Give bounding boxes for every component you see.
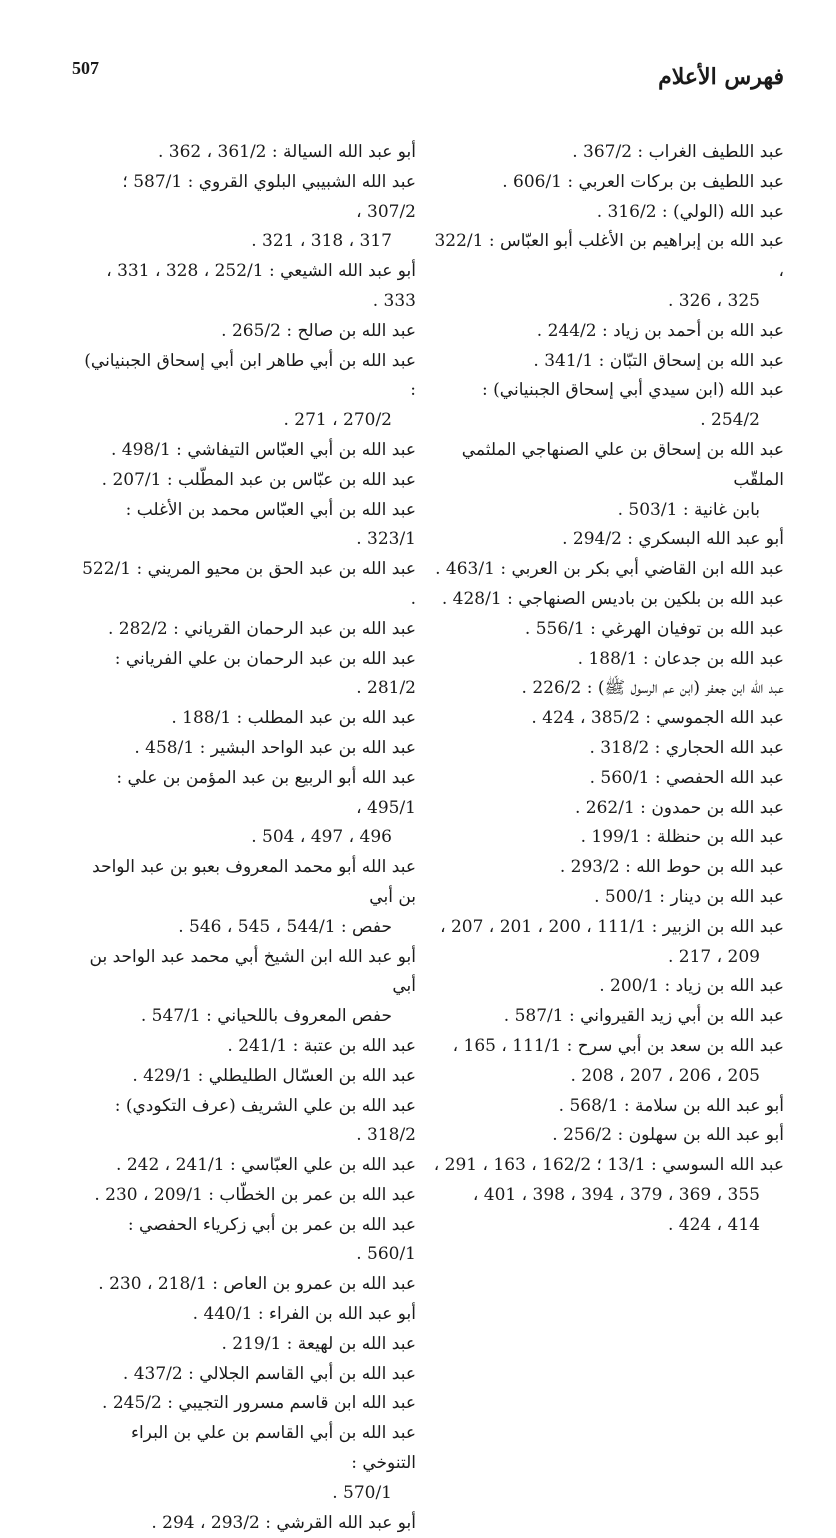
index-entry bbox=[424, 1121, 784, 1151]
index-entry-line: عبد الله بن توفيان الهرغي : 556/1 . bbox=[524, 618, 784, 639]
index-entry bbox=[424, 1151, 784, 1240]
index-entry bbox=[424, 1092, 784, 1122]
index-entry-line: عبد الله أبو الربيع بن عبد المؤمن بن علي : 495/1 ، bbox=[116, 767, 416, 818]
index-entry bbox=[424, 138, 784, 168]
index-entry bbox=[424, 883, 784, 913]
index-entry bbox=[76, 347, 416, 436]
index-entry-line: عبد الله بن عبد الواحد البشير : 458/1 . bbox=[134, 737, 416, 758]
index-entry bbox=[424, 347, 784, 377]
index-entry-line: عبد الله ابن قاسم مسرور التجيبي : 245/2 . bbox=[102, 1393, 416, 1414]
index-entry bbox=[424, 645, 784, 675]
index-entry bbox=[76, 1419, 416, 1508]
index-entry-line: أبو عبد الله السيالة : 361/2 ، 362 . bbox=[157, 142, 416, 162]
index-entry bbox=[424, 198, 784, 228]
index-entry-line: عبد الله بن عبد الحق بن محيو المريني : 522/1 . bbox=[82, 559, 416, 609]
index-entry bbox=[76, 555, 416, 615]
index-entry-continuation: حفص المعروف باللحياني : 547/1 . bbox=[140, 1006, 392, 1027]
index-entry-line: عبد الله ابن جعفر (ابن عم الرسول ﷺ) : 226/2 . bbox=[521, 678, 784, 699]
index-entry bbox=[424, 972, 784, 1002]
index-entry bbox=[424, 168, 784, 198]
index-entry-line: عبد الله بن علي العبّاسي : 241/1 ، 242 . bbox=[116, 1155, 416, 1176]
index-entry-line: عبد الله بن إسحاق بن علي الصنهاجي الملثمي الملقّب bbox=[461, 439, 784, 490]
index-entry bbox=[76, 1389, 416, 1419]
index-entry bbox=[424, 1032, 784, 1092]
index-entry-continuation: 205 ، 206 ، 207 ، 208 . bbox=[570, 1065, 760, 1086]
index-entry-continuation: 325 ، 326 . bbox=[667, 290, 760, 311]
index-entry-line: عبد الله بن دينار : 500/1 . bbox=[594, 886, 784, 907]
index-entry bbox=[76, 496, 416, 556]
index-entry-continuation: 496 ، 497 ، 504 . bbox=[251, 827, 392, 848]
index-entry bbox=[424, 615, 784, 645]
index-entry-line: عبد الله بن إبراهيم بن الأغلب أبو العبّاس : 322/1 ، bbox=[434, 231, 784, 282]
index-entry-line: أبو عبد الله ابن الشيخ أبي محمد عبد الواحد بن أبي bbox=[89, 946, 416, 997]
index-entry-line: عبد الله بن جدعان : 188/1 . bbox=[577, 648, 784, 669]
index-entry-continuation: 209 ، 217 . bbox=[667, 946, 760, 967]
index-column-left bbox=[76, 138, 416, 1538]
index-entry bbox=[424, 555, 784, 585]
index-entry bbox=[76, 1151, 416, 1181]
index-entry-line: عبد الله بن أبي القاسم بن علي بن البراء التنوخي : bbox=[130, 1423, 416, 1474]
index-entry bbox=[76, 615, 416, 645]
index-entry-line: عبد الله (الولي) : 316/2 . bbox=[596, 201, 784, 222]
index-entry-line: أبو عبد الله القرشي : 293/2 ، 294 . bbox=[151, 1512, 416, 1533]
index-entry-line: عبد اللطيف الغراب : 367/2 . bbox=[572, 142, 784, 162]
index-entry bbox=[76, 704, 416, 734]
index-entry-line: أبو عبد الله بن سهلون : 256/2 . bbox=[552, 1125, 784, 1146]
index-entry bbox=[76, 1330, 416, 1360]
index-entry-line: عبد الله السوسي : 13/1 ؛ 162/2 ، 163 ، 291 ، bbox=[433, 1155, 784, 1176]
index-entry-line: عبد الله الحجاري : 318/2 . bbox=[589, 737, 784, 758]
index-entry-line: عبد الله بن العسّال الطليطلي : 429/1 . bbox=[132, 1065, 416, 1086]
index-entry bbox=[424, 585, 784, 615]
index-entry-continuation: 355 ، 369 ، 379 ، 394 ، 398 ، 401 ، bbox=[472, 1184, 760, 1205]
index-entry bbox=[424, 823, 784, 853]
index-entry bbox=[76, 1300, 416, 1330]
index-entry bbox=[76, 1032, 416, 1062]
index-entry bbox=[76, 734, 416, 764]
index-entry bbox=[76, 1211, 416, 1271]
index-entry-line: أبو عبد الله بن الفراء : 440/1 . bbox=[192, 1304, 416, 1325]
index-entry-continuation: 317 ، 318 ، 321 . bbox=[251, 231, 392, 252]
index-entry bbox=[76, 1360, 416, 1390]
index-entry-line: عبد الله ابن القاضي أبي بكر بن العربي : 463/1 . bbox=[435, 559, 784, 580]
index-entry-line: عبد الله بن عبد الرحمان بن علي الفرياني : 281/2 . bbox=[114, 648, 416, 699]
index-entry-line: عبد الله الحفصي : 560/1 . bbox=[589, 767, 784, 788]
index-entry-line: عبد الله بن الزبير : 111/1 ، 200 ، 201 ، 207 ، bbox=[440, 916, 784, 937]
index-entry bbox=[76, 257, 416, 317]
index-entry bbox=[424, 227, 784, 316]
index-entry-line: عبد الله بن حمدون : 262/1 . bbox=[574, 797, 784, 818]
index-entry bbox=[76, 436, 416, 466]
index-entry bbox=[424, 1002, 784, 1032]
index-entry-line: عبد الله بن أبي العبّاس التيفاشي : 498/1 . bbox=[110, 439, 416, 460]
index-entry bbox=[76, 1062, 416, 1092]
index-entry-line: عبد الله بن إسحاق التبّان : 341/1 . bbox=[533, 350, 784, 371]
index-entry-line: عبد الله بن لهيعة : 219/1 . bbox=[221, 1333, 416, 1354]
index-entry bbox=[76, 1509, 416, 1538]
index-entry-line: عبد الله بن عبد الرحمان القرياني : 282/2 . bbox=[107, 618, 416, 639]
index-entry-line: أبو عبد الله بن سلامة : 568/1 . bbox=[558, 1095, 784, 1116]
index-entry-line: عبد الله أبو محمد المعروف بعبو بن عبد الواحد بن أبي bbox=[92, 857, 416, 907]
index-entry bbox=[424, 436, 784, 525]
index-entry-line: عبد الله بن أبي زيد القيرواني : 587/1 . bbox=[503, 1006, 784, 1027]
index-entry-line: عبد الله بن عبّاس بن عبد المطّلب : 207/1 . bbox=[101, 469, 416, 490]
index-entry bbox=[76, 1092, 416, 1152]
index-entry-line: عبد اللطيف بن بركات العربي : 606/1 . bbox=[502, 171, 784, 192]
index-entry-line: عبد الله بن أحمد بن زياد : 244/2 . bbox=[536, 320, 784, 341]
index-entry bbox=[76, 168, 416, 257]
index-entry bbox=[76, 1270, 416, 1300]
index-entry bbox=[424, 913, 784, 973]
index-entry-line: عبد الله بن بلكين بن باديس الصنهاجي : 428/1 . bbox=[441, 588, 784, 609]
index-entry-line: عبد الله بن حوط الله : 293/2 . bbox=[559, 857, 784, 878]
index-entry bbox=[76, 943, 416, 1032]
index-entry-line: عبد الله الجموسي : 385/2 ، 424 . bbox=[531, 708, 784, 729]
index-entry-line: عبد الله بن عمر بن أبي زكرياء الحفصي : 560/1 . bbox=[127, 1214, 416, 1265]
index-entry bbox=[76, 853, 416, 942]
index-entry-line: عبد الله بن عبد المطلب : 188/1 . bbox=[171, 708, 416, 729]
index-entry-line: عبد الله الشبيبي البلوي القروي : 587/1 ؛ 307/2 ، bbox=[122, 171, 416, 222]
index-entry-continuation: 254/2 . bbox=[700, 410, 760, 431]
index-entry-line: عبد الله بن عمرو بن العاص : 218/1 ، 230 . bbox=[98, 1274, 416, 1295]
page-header-title: فهرس الأعلام bbox=[658, 64, 784, 90]
index-entry bbox=[424, 376, 784, 436]
index-entry bbox=[76, 317, 416, 347]
index-entry bbox=[424, 525, 784, 555]
index-entry bbox=[424, 794, 784, 824]
index-entry bbox=[424, 317, 784, 347]
page-number: 507 bbox=[72, 58, 99, 78]
index-entry-line: عبد الله بن عتبة : 241/1 . bbox=[227, 1035, 416, 1056]
index-entry bbox=[424, 734, 784, 764]
index-entry bbox=[424, 764, 784, 794]
index-entry-line: عبد الله بن أبي العبّاس محمد بن الأغلب : 323/1 . bbox=[125, 499, 416, 550]
index-entry-continuation: 570/1 . bbox=[332, 1482, 392, 1503]
index-entry-line: أبو عبد الله الشيعي : 252/1 ، 328 ، 331 ، 333 . bbox=[106, 261, 416, 311]
index-entry bbox=[424, 704, 784, 734]
index-entry-continuation: 270/2 ، 271 . bbox=[283, 410, 392, 431]
index-entry bbox=[424, 674, 784, 704]
index-entry-line: عبد الله بن حنظلة : 199/1 . bbox=[580, 827, 784, 848]
index-entry-line: عبد الله بن علي الشريف (عرف التكودي) : 318/2 . bbox=[114, 1095, 416, 1146]
index-entry bbox=[424, 853, 784, 883]
index-entry-continuation: بابن غانية : 503/1 . bbox=[617, 499, 760, 520]
index-entry bbox=[76, 645, 416, 705]
index-entry-line: عبد الله بن أبي طاهر ابن أبي إسحاق الجبنياني) : bbox=[84, 350, 416, 401]
index-entry-continuation: حفص : 544/1 ، 545 ، 546 . bbox=[178, 916, 392, 937]
index-entry-line: عبد الله بن أبي القاسم الجلالي : 437/2 . bbox=[122, 1363, 416, 1384]
index-entry bbox=[76, 466, 416, 496]
index-entry-line: عبد الله بن صالح : 265/2 . bbox=[221, 320, 416, 341]
index-entry-line: عبد الله بن عمر بن الخطّاب : 209/1 ، 230 . bbox=[94, 1184, 416, 1205]
index-entry-line: عبد الله بن سعد بن أبي سرح : 111/1 ، 165 ، bbox=[452, 1035, 784, 1056]
index-column-right bbox=[424, 138, 784, 1240]
index-entry bbox=[76, 764, 416, 853]
index-entry-continuation: 414 ، 424 . bbox=[667, 1214, 760, 1235]
index-entry bbox=[76, 1181, 416, 1211]
index-entry-line: أبو عبد الله البسكري : 294/2 . bbox=[562, 529, 784, 550]
index-entry-line: عبد الله (ابن سيدي أبي إسحاق الجبنياني) : bbox=[482, 380, 784, 401]
index-entry bbox=[76, 138, 416, 168]
index-entry-line: عبد الله بن زياد : 200/1 . bbox=[599, 976, 784, 997]
